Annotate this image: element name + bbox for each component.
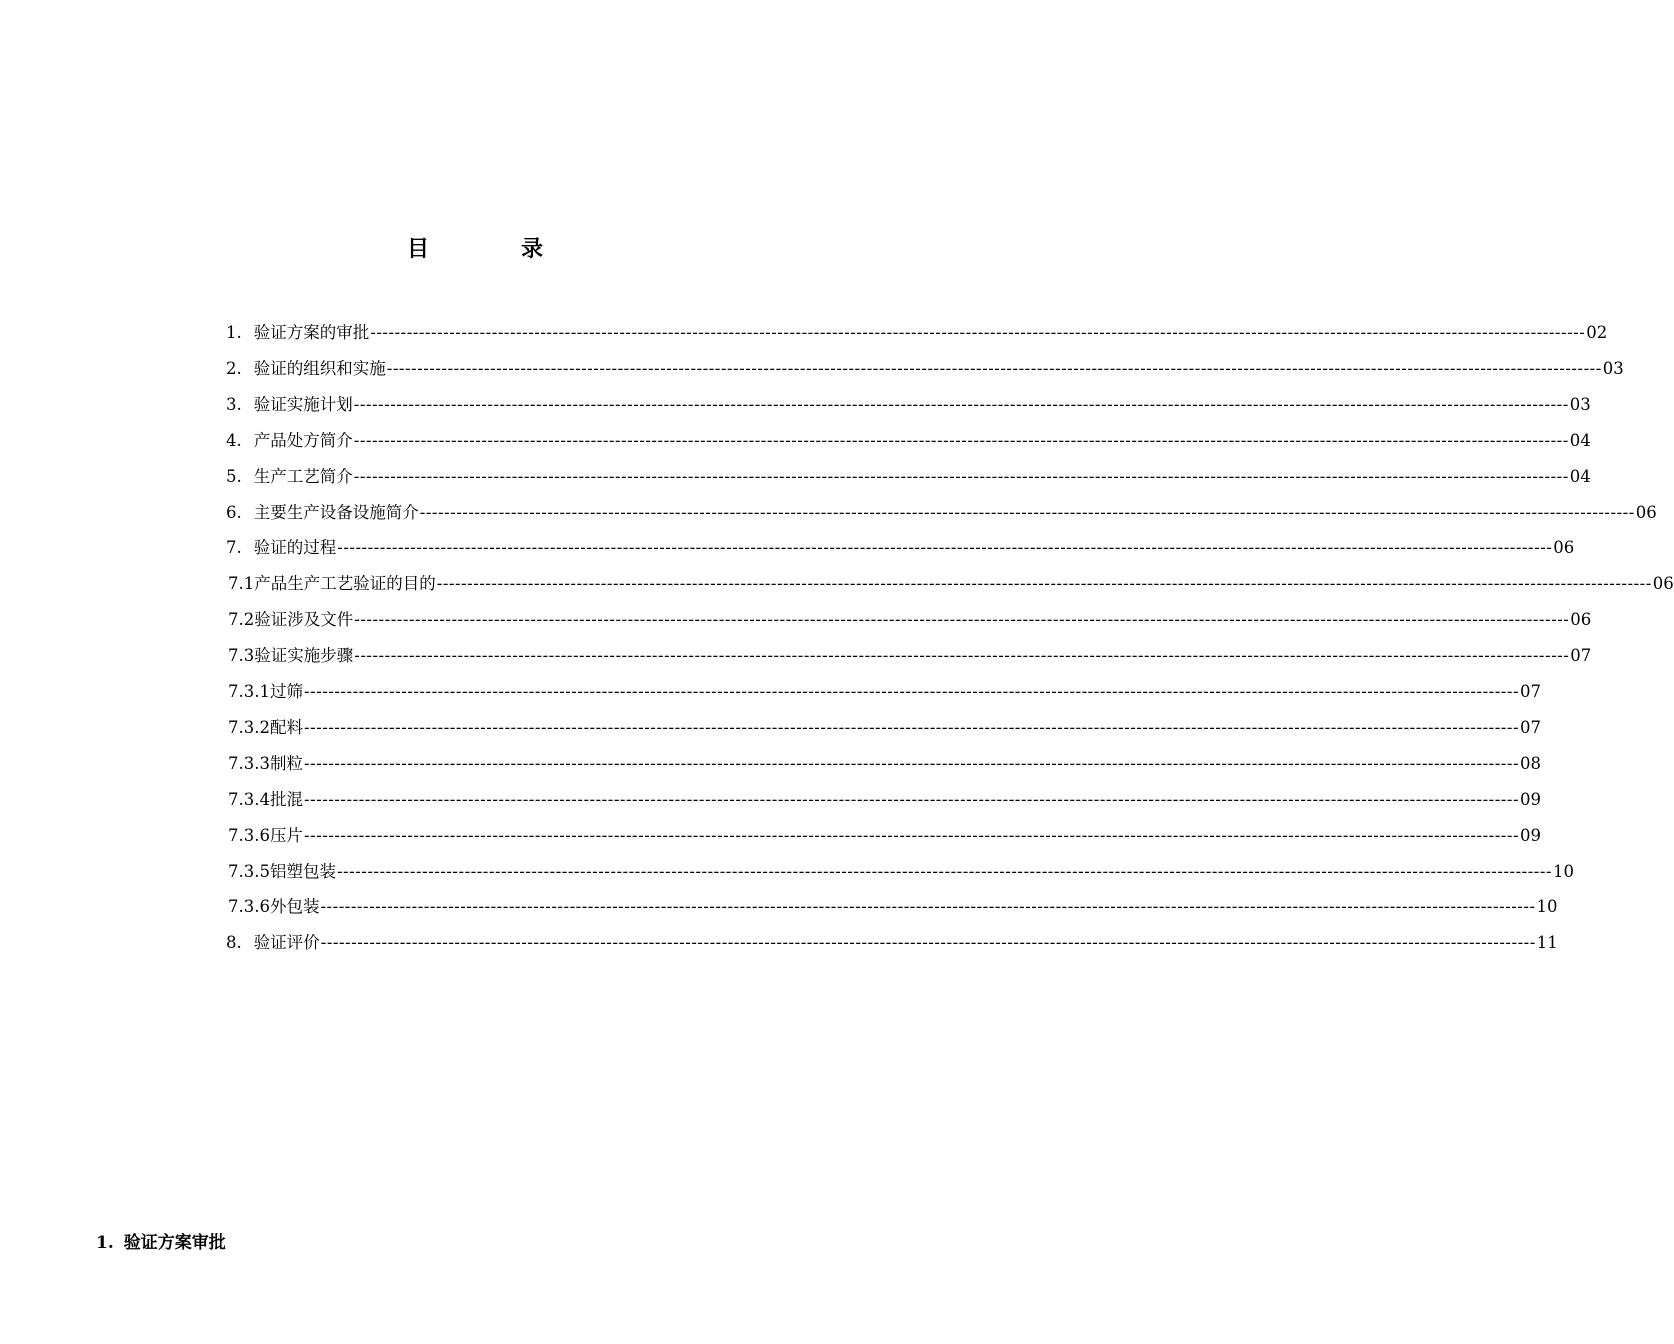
toc-dot-leader: -------------------------------------------------------------------------------------------------------------------------------------------------------------------------------------------------------- bbox=[353, 430, 1569, 450]
toc-entry[interactable] bbox=[226, 535, 1575, 561]
toc-entry-page: 06 bbox=[1570, 610, 1592, 630]
toc-entry-number: 5. bbox=[226, 466, 242, 486]
toc-dot-leader: -------------------------------------------------------------------------------------------------------------------------------------------------------------------------------------------------------- bbox=[436, 574, 1652, 594]
toc-entry-page: 09 bbox=[1520, 825, 1542, 845]
toc-entry[interactable] bbox=[228, 715, 1542, 741]
toc-entry-page: 11 bbox=[1536, 933, 1558, 953]
toc-entry-number: 7.2 bbox=[228, 610, 255, 630]
toc-entry[interactable] bbox=[228, 751, 1542, 777]
toc-entry-title: 验证的组织和实施 bbox=[253, 358, 386, 378]
toc-dot-leader: -------------------------------------------------------------------------------------------------------------------------------------------------------------------------------------------------------- bbox=[336, 861, 1553, 881]
toc-entry-title: 验证涉及文件 bbox=[254, 610, 354, 630]
toc-entry[interactable] bbox=[226, 428, 1591, 454]
toc-entry-page: 03 bbox=[1569, 394, 1591, 414]
toc-entry-number: 3. bbox=[226, 394, 242, 414]
toc-dot-leader: -------------------------------------------------------------------------------------------------------------------------------------------------------------------------------------------------------- bbox=[353, 394, 1569, 414]
toc-entry-page: 04 bbox=[1569, 430, 1591, 450]
toc-dot-leader: -------------------------------------------------------------------------------------------------------------------------------------------------------------------------------------------------------- bbox=[303, 682, 1520, 701]
toc-dot-leader: -------------------------------------------------------------------------------------------------------------------------------------------------------------------------------------------------------- bbox=[354, 610, 1570, 630]
toc-entry-number: 7.1 bbox=[228, 574, 255, 594]
toc-entry[interactable] bbox=[226, 356, 1624, 382]
toc-dot-leader: -------------------------------------------------------------------------------------------------------------------------------------------------------------------------------------------------------- bbox=[320, 933, 1536, 953]
toc-entry-title: 生产工艺简介 bbox=[253, 466, 353, 486]
toc-dot-leader: -------------------------------------------------------------------------------------------------------------------------------------------------------------------------------------------------------- bbox=[303, 789, 1520, 809]
title-char-1: 目 bbox=[406, 237, 429, 262]
toc-entry[interactable] bbox=[228, 894, 1558, 920]
toc-entry-title: 验证实施计划 bbox=[253, 394, 353, 414]
toc-dot-leader: -------------------------------------------------------------------------------------------------------------------------------------------------------------------------------------------------------- bbox=[370, 323, 1586, 342]
toc-entry[interactable] bbox=[226, 320, 1608, 346]
toc-entry-page: 04 bbox=[1569, 466, 1591, 486]
toc-entry-page: 08 bbox=[1520, 753, 1542, 773]
toc-entry-page: 09 bbox=[1520, 789, 1542, 809]
toc-entry[interactable] bbox=[228, 859, 1575, 885]
toc-entry[interactable] bbox=[228, 607, 1592, 633]
toc-entry-title: 验证评价 bbox=[253, 933, 320, 953]
toc-dot-leader: -------------------------------------------------------------------------------------------------------------------------------------------------------------------------------------------------------- bbox=[303, 825, 1520, 845]
toc-dot-leader: -------------------------------------------------------------------------------------------------------------------------------------------------------------------------------------------------------- bbox=[303, 717, 1520, 737]
page-title bbox=[0, 234, 950, 266]
toc-entry-title: 验证的过程 bbox=[253, 538, 337, 558]
toc-entry[interactable] bbox=[226, 464, 1591, 490]
toc-entry[interactable] bbox=[226, 392, 1591, 418]
toc-entry-title: 产品生产工艺验证的目的 bbox=[254, 574, 436, 594]
section-heading bbox=[96, 1229, 226, 1257]
toc-entry-number: 7.3.2 bbox=[228, 717, 270, 737]
toc-entry-title: 配料 bbox=[269, 717, 303, 737]
toc-entry-page: 02 bbox=[1586, 323, 1608, 342]
toc-entry-title: 批混 bbox=[269, 789, 303, 809]
toc-entry-number: 7.3.6 bbox=[228, 825, 270, 845]
toc-dot-leader: -------------------------------------------------------------------------------------------------------------------------------------------------------------------------------------------------------- bbox=[337, 538, 1553, 558]
toc-entry-number: 7.3.3 bbox=[228, 753, 270, 773]
toc-entry-page: 10 bbox=[1553, 861, 1575, 881]
toc-dot-leader: -------------------------------------------------------------------------------------------------------------------------------------------------------------------------------------------------------- bbox=[419, 502, 1635, 522]
toc-entry-title: 过筛 bbox=[269, 682, 303, 701]
toc-entry-title: 外包装 bbox=[269, 897, 320, 917]
toc-entry[interactable] bbox=[226, 500, 1657, 526]
toc-entry-page: 10 bbox=[1536, 897, 1558, 917]
toc-dot-leader: -------------------------------------------------------------------------------------------------------------------------------------------------------------------------------------------------------- bbox=[354, 646, 1570, 666]
title-char-2: 录 bbox=[521, 237, 544, 262]
toc-entry-title: 主要生产设备设施简介 bbox=[253, 502, 419, 522]
toc-entry-page: 07 bbox=[1570, 646, 1592, 666]
toc-entry-page: 07 bbox=[1520, 717, 1542, 737]
toc-entry-page: 03 bbox=[1602, 358, 1624, 378]
toc-entry-number: 1. bbox=[226, 323, 242, 342]
toc-entry-title: 制粒 bbox=[269, 753, 303, 773]
toc-entry-number: 7.3.4 bbox=[228, 789, 270, 809]
toc-entry[interactable] bbox=[228, 787, 1542, 813]
toc-entry-title: 验证方案的审批 bbox=[253, 323, 370, 342]
toc-entry[interactable] bbox=[226, 930, 1558, 956]
toc-entry-page: 06 bbox=[1652, 574, 1674, 594]
toc-entry-page: 06 bbox=[1553, 538, 1575, 558]
toc-entry-number: 7.3.1 bbox=[228, 682, 270, 701]
toc-entry-title: 压片 bbox=[269, 825, 303, 845]
toc-entry-number: 7.3.6 bbox=[228, 897, 270, 917]
toc-entry-number: 7. bbox=[226, 538, 242, 558]
toc-entry[interactable] bbox=[228, 643, 1592, 669]
toc-entry-number: 2. bbox=[226, 358, 242, 378]
toc-dot-leader: -------------------------------------------------------------------------------------------------------------------------------------------------------------------------------------------------------- bbox=[353, 466, 1569, 486]
toc-entry-page: 06 bbox=[1635, 502, 1657, 522]
toc-entry-title: 验证实施步骤 bbox=[254, 646, 354, 666]
toc-entry[interactable] bbox=[228, 823, 1542, 849]
toc-entry[interactable] bbox=[228, 679, 1542, 705]
section-title: 验证方案审批 bbox=[123, 1233, 226, 1253]
toc-entry-page: 07 bbox=[1520, 682, 1542, 701]
toc-entry-title: 产品处方简介 bbox=[253, 430, 353, 450]
toc-dot-leader: -------------------------------------------------------------------------------------------------------------------------------------------------------------------------------------------------------- bbox=[320, 897, 1536, 917]
section-number: 1. bbox=[96, 1233, 114, 1253]
toc-dot-leader: -------------------------------------------------------------------------------------------------------------------------------------------------------------------------------------------------------- bbox=[386, 358, 1602, 378]
toc-entry-number: 8. bbox=[226, 933, 242, 953]
toc-entry[interactable] bbox=[228, 571, 1674, 597]
toc-dot-leader: -------------------------------------------------------------------------------------------------------------------------------------------------------------------------------------------------------- bbox=[303, 753, 1520, 773]
toc-entry-number: 7.3.5 bbox=[228, 861, 270, 881]
toc-entry-number: 7.3 bbox=[228, 646, 255, 666]
toc-entry-number: 6. bbox=[226, 502, 242, 522]
toc-entry-title: 铝塑包装 bbox=[269, 861, 336, 881]
toc-entry-number: 4. bbox=[226, 430, 242, 450]
